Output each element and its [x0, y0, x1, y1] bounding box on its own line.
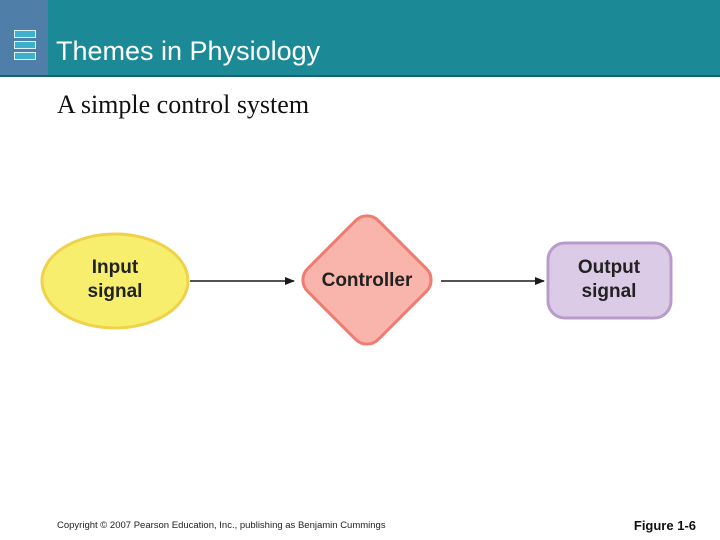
output-signal-label: Output signal: [577, 257, 641, 302]
slide-subtitle: A simple control system: [57, 90, 310, 119]
input-signal-label: Input signal: [87, 257, 143, 302]
controller-label: Controller: [321, 270, 413, 291]
figure-number: Figure 1-6: [633, 518, 696, 533]
slide-title: Themes in Physiology: [56, 36, 321, 66]
copyright-notice: Copyright © 2007 Pearson Education, Inc., publishing as Benjamin Cummings: [57, 520, 386, 531]
